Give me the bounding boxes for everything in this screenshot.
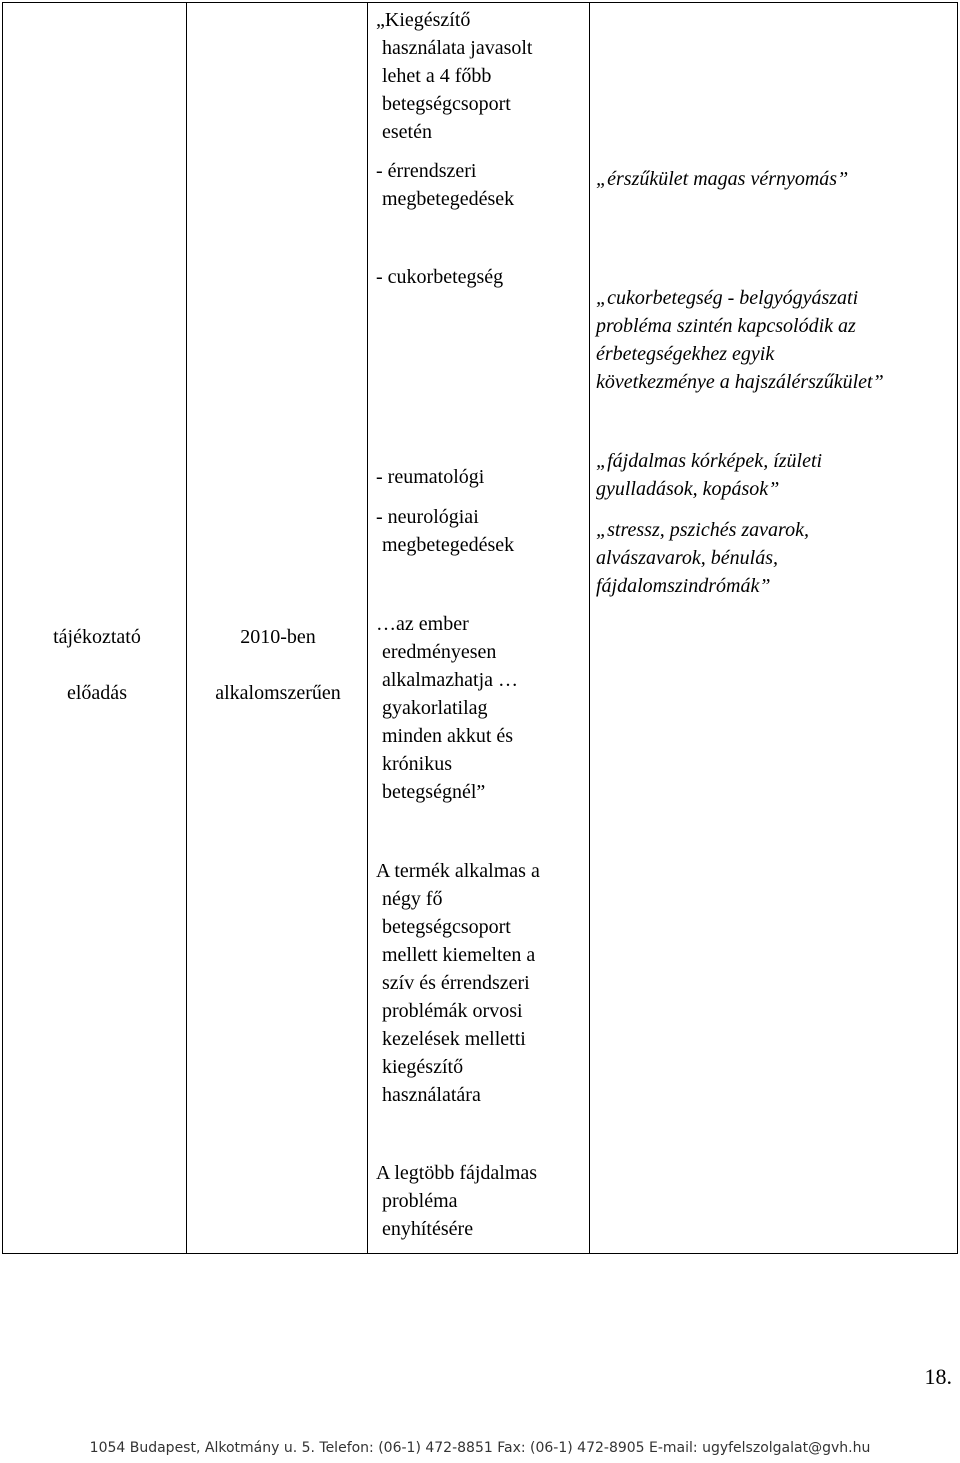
col4-cukorbetegseg: „cukorbetegség - belgyógyászati probléma szintén kapcsolódik az érbetegségekhez egyik következménye a hajszálérszűkület” xyxy=(596,287,884,393)
col3-paragraph-2: A legtöbb fájdalmas probléma enyhítésére xyxy=(376,1162,538,1240)
col2-cell xyxy=(192,595,364,735)
col1-line1: tájékoztató xyxy=(53,626,141,648)
col3-item-cukorbetegseg: - cukorbetegség xyxy=(376,266,504,288)
col3-paragraph-1: A termék alkalmas a négy fő betegségcsoport mellett kiemelten a szív és érrendszeri problémák orvosi kezelések melletti kiegészítő használatára xyxy=(376,860,540,1106)
col3-item-neurologiai: - neurológiai megbetegedések xyxy=(376,506,515,556)
page-number: 18. xyxy=(924,1364,952,1389)
col4-stressz: „stressz, pszichés zavarok, alvászavarok, bénulás, fájdalomszindrómák” xyxy=(596,519,809,597)
col2-line2: alkalomszerűen xyxy=(215,682,341,704)
column-divider-2 xyxy=(367,3,368,1253)
footer-contact: 1054 Budapest, Alkotmány u. 5. Telefon: (06-1) 472-8851 Fax: (06-1) 472-8905 E-mail: ugyfelszolgalat@gvh.hu xyxy=(89,1440,871,1456)
col2-line1: 2010-ben xyxy=(240,626,316,648)
col1-cell xyxy=(22,595,172,735)
col3-intro: „Kiegészítő használata javasolt lehet a 4 főbb betegségcsoport esetén xyxy=(376,9,533,143)
col4-erszukulet: „érszűkület magas vérnyomás” xyxy=(596,168,849,190)
col4-fajdalmas: „fájdalmas kórképek, ízületi gyulladások, kopások” xyxy=(596,450,823,500)
col1-line2: előadás xyxy=(67,682,127,704)
col3-item-erendszeri: - érrendszeri megbetegedések xyxy=(376,160,515,210)
col3-item-reumatologi: - reumatológi xyxy=(376,466,485,488)
col3-quote: …az ember eredményesen alkalmazhatja … gyakorlatilag minden akkut és krónikus betegségnél” xyxy=(376,613,519,803)
column-divider-1 xyxy=(186,3,187,1253)
